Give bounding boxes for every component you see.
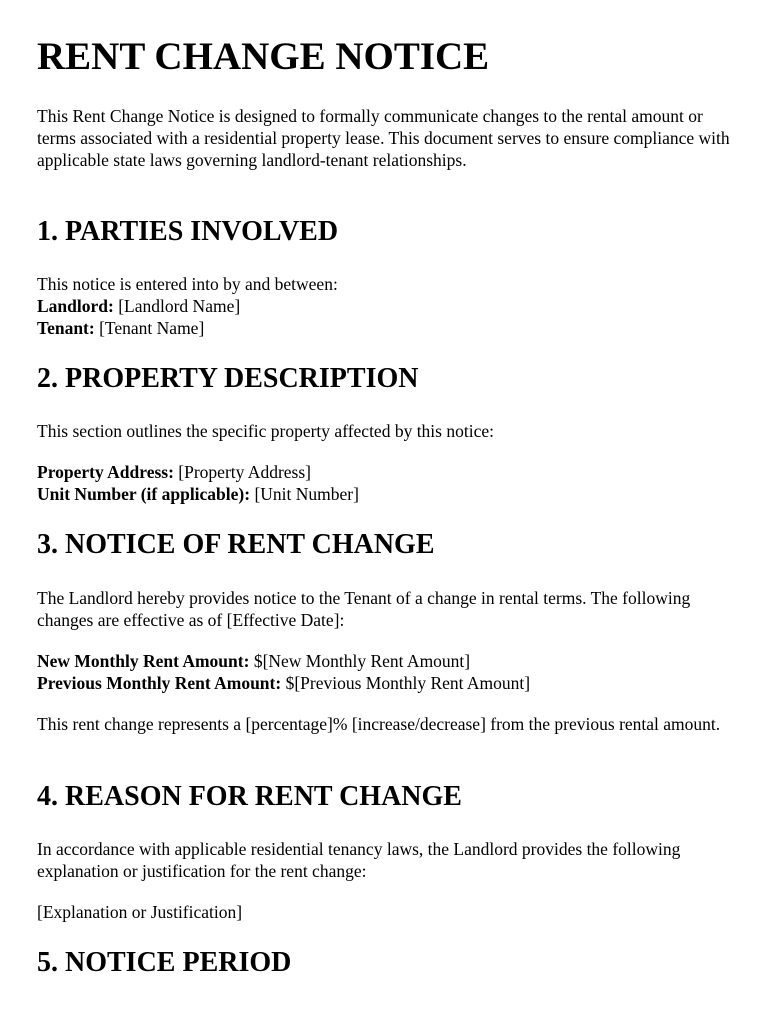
tenant-line [37,317,737,339]
previous-rent-line [37,672,737,694]
previous-rent-label: Previous Monthly Rent Amount: [37,673,282,693]
unit-number-value: [Unit Number] [254,484,359,504]
property-address-value: [Property Address] [178,462,311,482]
intro-paragraph: This Rent Change Notice is designed to formally communicate changes to the rental amount or terms associated with a residential property lease. This document serves to ensure compliance with applicable state laws governing landlord-tenant relationships. [37,106,730,170]
previous-rent-value: $[Previous Monthly Rent Amount] [285,673,531,693]
section-5-heading: 5. NOTICE PERIOD [37,947,292,978]
section-4-heading: 4. REASON FOR RENT CHANGE [37,781,462,812]
document-title: RENT CHANGE NOTICE [37,35,490,78]
unit-number-line [37,483,737,505]
property-address-line [37,461,737,483]
section-1-body [37,273,737,339]
property-intro: This section outlines the specific property affected by this notice: [37,421,494,441]
section-1-heading: 1. PARTIES INVOLVED [37,216,339,247]
new-rent-value: $[New Monthly Rent Amount] [253,651,471,671]
unit-number-label: Unit Number (if applicable): [37,484,251,504]
rent-change-intro: The Landlord hereby provides notice to the Tenant of a change in rental terms. The following changes are effective as of [Effective Date]: [37,588,691,630]
new-rent-line [37,650,737,672]
reason-intro: In accordance with applicable residential tenancy laws, the Landlord provides the following explanation or justification for the rent change: [37,839,681,881]
section-2-fields [37,461,737,505]
reason-placeholder: [Explanation or Justification] [37,902,243,922]
section-2-heading: 2. PROPERTY DESCRIPTION [37,363,419,394]
rent-change-percentage: This rent change represents a [percentage]% [increase/decrease] from the previous rental amount. [37,714,721,734]
landlord-line [37,295,737,317]
tenant-label: Tenant: [37,318,95,338]
section-3-heading: 3. NOTICE OF RENT CHANGE [37,529,435,560]
tenant-value: [Tenant Name] [99,318,205,338]
property-address-label: Property Address: [37,462,174,482]
new-rent-label: New Monthly Rent Amount: [37,651,250,671]
landlord-label: Landlord: [37,296,114,316]
parties-intro: This notice is entered into by and between: [37,274,338,294]
landlord-value: [Landlord Name] [118,296,241,316]
section-3-fields [37,650,737,694]
